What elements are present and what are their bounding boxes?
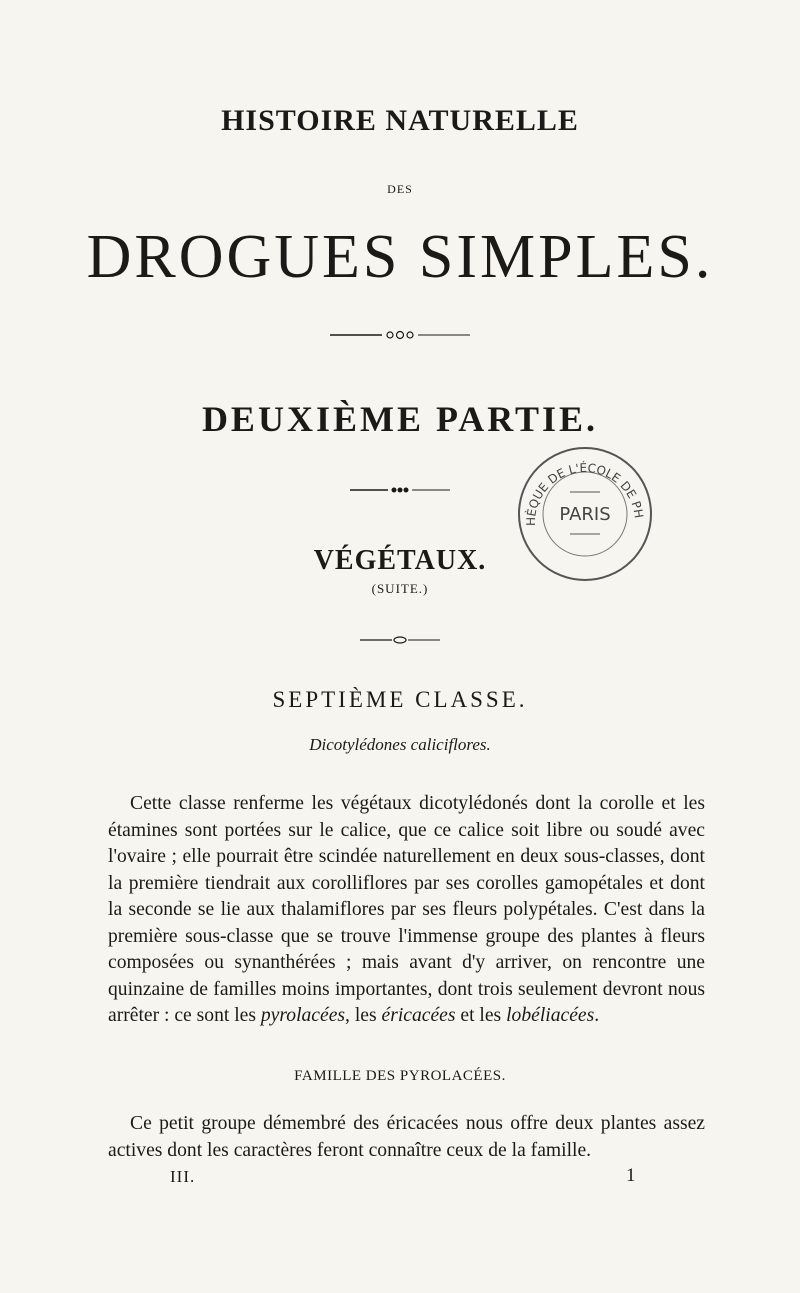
ornament-divider xyxy=(0,634,800,646)
body-paragraph-2: Ce petit groupe démembré des éricacées nous offre deux plantes assez actives dont les caractères feront connaître ceux de la famille. xyxy=(108,1113,705,1161)
page-number: 1 xyxy=(626,1165,636,1186)
section-note: (SUITE.) xyxy=(371,581,429,596)
part-heading: DEUXIÈME PARTIE. xyxy=(201,399,599,439)
body-paragraph xyxy=(108,791,705,1030)
paragraph-separator: , les xyxy=(345,1005,382,1026)
family-term: éricacées xyxy=(381,1005,456,1026)
class-subtitle: Dicotylédones caliciflores. xyxy=(309,735,491,754)
book-title-line2: DROGUES SIMPLES. xyxy=(86,223,714,291)
paragraph-end: . xyxy=(594,1005,600,1026)
family-heading: FAMILLE DES PYROLACÉES. xyxy=(294,1068,506,1084)
book-title-line1: HISTOIRE NATURELLE xyxy=(221,104,579,137)
ornament-divider xyxy=(0,328,800,342)
signature-mark: III. xyxy=(170,1167,196,1186)
stamp-center-text: PARIS xyxy=(559,504,611,525)
ornament-divider xyxy=(0,484,800,496)
class-heading: SEPTIÈME CLASSE. xyxy=(272,687,528,712)
book-title-connector: DES xyxy=(387,182,413,196)
library-stamp xyxy=(510,442,660,587)
paragraph-separator: et les xyxy=(455,1005,507,1026)
family-term: lobéliacées xyxy=(506,1005,595,1026)
paragraph-text: Cette classe renferme les végétaux dicotylédonés dont la corolle et les étamines sont portées sur le calice, que ce calice soit libre ou soudé avec l'ovaire ; elle pourrait être scindée naturellement en deux sous-classes, dont la première tiendrait aux corolliflores par ses corolles gamopétales et dont la seconde se lie aux thalamiflores par ses fleurs polypétales. C'est dans la première sous-classe que se trouve l'immense groupe des plantes à fleurs composées ou synanthérées ; mais avant d'y arriver, on rencontre une quinzaine de familles moins importantes, dont trois seulement devront nous arrêter : ce sont les xyxy=(108,793,705,1026)
stamp-ring-text: HÈQUE DE L'ÉCOLE DE PH xyxy=(523,460,646,527)
family-term: pyrolacées xyxy=(260,1005,346,1026)
section-heading: VÉGÉTAUX. xyxy=(313,545,487,576)
